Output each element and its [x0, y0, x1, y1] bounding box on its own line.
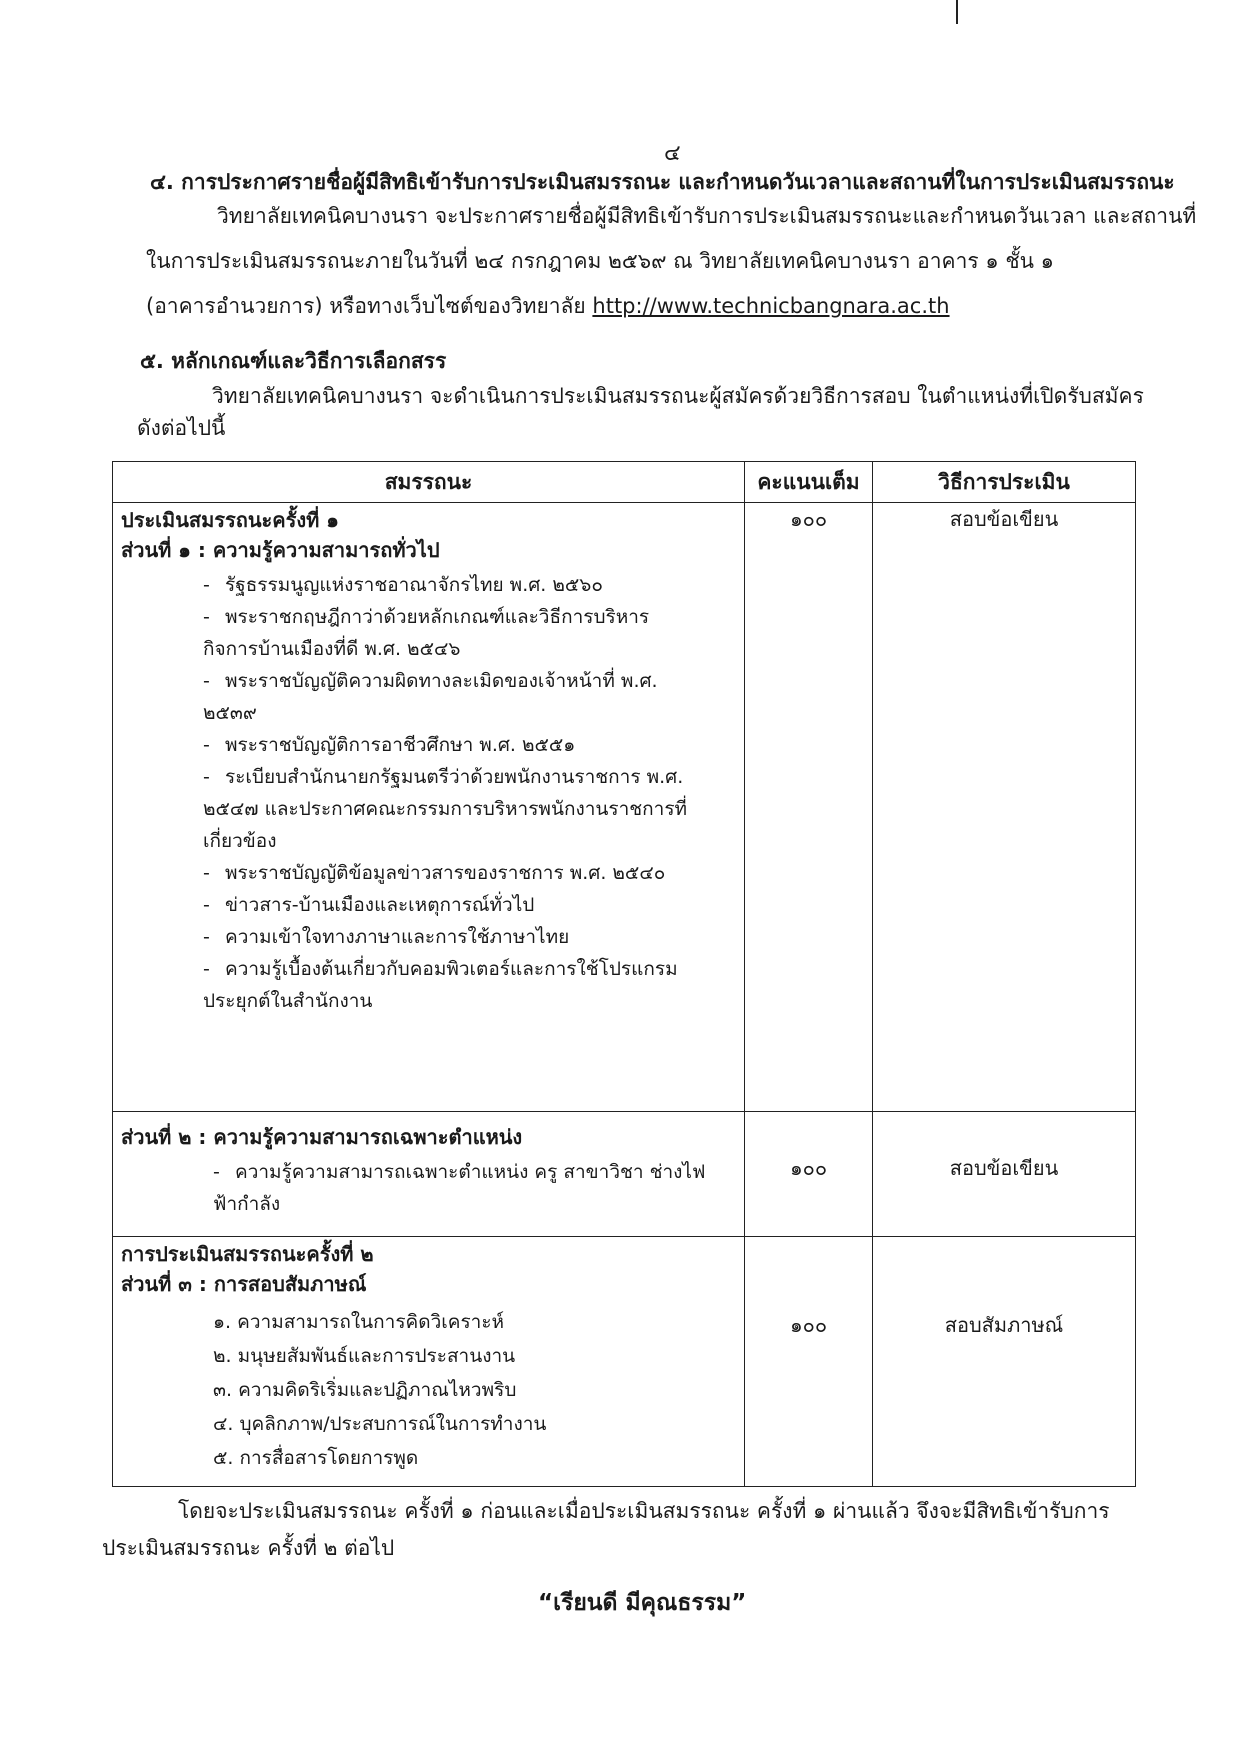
list-item: - รัฐธรรมนูญแห่งราชอาณาจักรไทย พ.ศ. ๒๕๖๐ [203, 574, 603, 596]
section-5-heading: ๕. หลักเกณฑ์และวิธีการเลือกสรร [140, 349, 447, 373]
row2-method: สอบข้อเขียน [873, 1112, 1136, 1237]
scan-edge-mark [956, 0, 958, 24]
section-4-line-3-text: (อาคารอำนวยการ) หรือทางเว็บไซต์ของวิทยาลัย [146, 294, 593, 318]
section-4-heading: ๔. การประกาศรายชื่อผู้มีสิทธิเข้ารับการประเมินสมรรถนะ และกำหนดวันเวลาและสถานที่ในการประเมินสมรรถนะ [150, 170, 1175, 194]
list-item: - ความเข้าใจทางภาษาและการใช้ภาษาไทย [203, 926, 570, 948]
list-item: - พระราชบัญญัติข้อมูลข่าวสารของราชการ พ.ศ. ๒๕๔๐ [203, 862, 666, 884]
table-row [113, 1112, 1136, 1237]
row3-score: ๑๐๐ [745, 1237, 873, 1487]
list-item: ๔. บุคลิกภาพ/ประสบการณ์ในการทำงาน [213, 1413, 547, 1435]
row1-score: ๑๐๐ [745, 503, 873, 1112]
row1-competency-cell [113, 503, 745, 1112]
list-item: - พระราชกฤษฎีกาว่าด้วยหลักเกณฑ์และวิธีการบริหารกิจการบ้านเมืองที่ดี พ.ศ. ๒๕๔๖ [203, 606, 650, 660]
part-3-title: ส่วนที่ ๓ : การสอบสัมภาษณ์ [121, 1272, 367, 1296]
section-4-line-1: วิทยาลัยเทคนิคบางนรา จะประกาศรายชื่อผู้มีสิทธิเข้ารับการประเมินสมรรถนะและกำหนดวันเวลา และสถานที่ [217, 204, 1197, 228]
round-2-title: การประเมินสมรรถนะครั้งที่ ๒ [121, 1242, 374, 1266]
list-item: - ความรู้ความสามารถเฉพาะตำแหน่ง ครู สาขาวิชา ช่างไฟฟ้ากำลัง [213, 1161, 706, 1215]
header-competency: สมรรถนะ [113, 462, 745, 503]
round-1-title: ประเมินสมรรถนะครั้งที่ ๑ [121, 508, 339, 532]
part-3-list [113, 1305, 744, 1475]
row2-score: ๑๐๐ [745, 1112, 873, 1237]
page-number: ๔ [664, 141, 681, 166]
part-1-title: ส่วนที่ ๑ : ความรู้ความสามารถทั่วไป [121, 538, 440, 562]
row2-competency-cell [113, 1112, 745, 1237]
row1-method: สอบข้อเขียน [873, 503, 1136, 1112]
part-2-list [113, 1156, 744, 1220]
list-item: ๓. ความคิดริเริ่มและปฏิภาณไหวพริบ [213, 1379, 517, 1401]
section-5-line-2: ดังต่อไปนี้ [137, 416, 226, 440]
row3-method: สอบสัมภาษณ์ [873, 1237, 1136, 1487]
list-item: ๒. มนุษยสัมพันธ์และการประสานงาน [213, 1345, 516, 1367]
row3-competency-cell [113, 1237, 745, 1487]
footer-line-2: ประเมินสมรรถนะ ครั้งที่ ๒ ต่อไป [102, 1536, 395, 1560]
header-method: วิธีการประเมิน [873, 462, 1136, 503]
list-item: - ระเบียบสำนักนายกรัฐมนตรีว่าด้วยพนักงานราชการ พ.ศ. ๒๕๔๗ และประกาศคณะกรรมการบริหารพนักงานราชการที่เกี่ยวข้อง [203, 766, 688, 852]
college-website-link[interactable]: http://www.technicbangnara.ac.th [592, 294, 950, 318]
table-row [113, 1237, 1136, 1487]
section-4-line-3 [146, 290, 950, 323]
table-header-row [113, 462, 1136, 503]
list-item: - ข่าวสาร-บ้านเมืองและเหตุการณ์ทั่วไป [203, 894, 535, 916]
list-item: - พระราชบัญญัติความผิดทางละเมิดของเจ้าหน้าที่ พ.ศ. ๒๕๓๙ [203, 670, 658, 724]
part-1-list [113, 569, 744, 1017]
list-item: - ความรู้เบื้องต้นเกี่ยวกับคอมพิวเตอร์และการใช้โปรแกรมประยุกต์ในสำนักงาน [203, 958, 678, 1012]
motto: “เรียนดี มีคุณธรรม” [538, 1590, 747, 1616]
table-row [113, 503, 1136, 1112]
part-2-title: ส่วนที่ ๒ : ความรู้ความสามารถเฉพาะตำแหน่ง [121, 1125, 523, 1149]
list-item: ๕. การสื่อสารโดยการพูด [213, 1447, 419, 1469]
list-item: - พระราชบัญญัติการอาชีวศึกษา พ.ศ. ๒๕๕๑ [203, 734, 576, 756]
section-4-line-2: ในการประเมินสมรรถนะภายในวันที่ ๒๔ กรกฎาคม ๒๕๖๙ ณ วิทยาลัยเทคนิคบางนรา อาคาร ๑ ชั้น ๑ [146, 249, 1054, 273]
competency-table [112, 461, 1136, 1487]
list-item: ๑. ความสามารถในการคิดวิเคราะห์ [213, 1311, 505, 1333]
header-full-score: คะแนนเต็ม [745, 462, 873, 503]
footer-line-1: โดยจะประเมินสมรรถนะ ครั้งที่ ๑ ก่อนและเมื่อประเมินสมรรถนะ ครั้งที่ ๑ ผ่านแล้ว จึงจะมีสิทธิเข้ารับการ [178, 1499, 1110, 1523]
section-5-line-1: วิทยาลัยเทคนิคบางนรา จะดำเนินการประเมินสมรรถนะผู้สมัครด้วยวิธีการสอบ ในตำแหน่งที่เปิดรับสมัคร [212, 384, 1144, 408]
